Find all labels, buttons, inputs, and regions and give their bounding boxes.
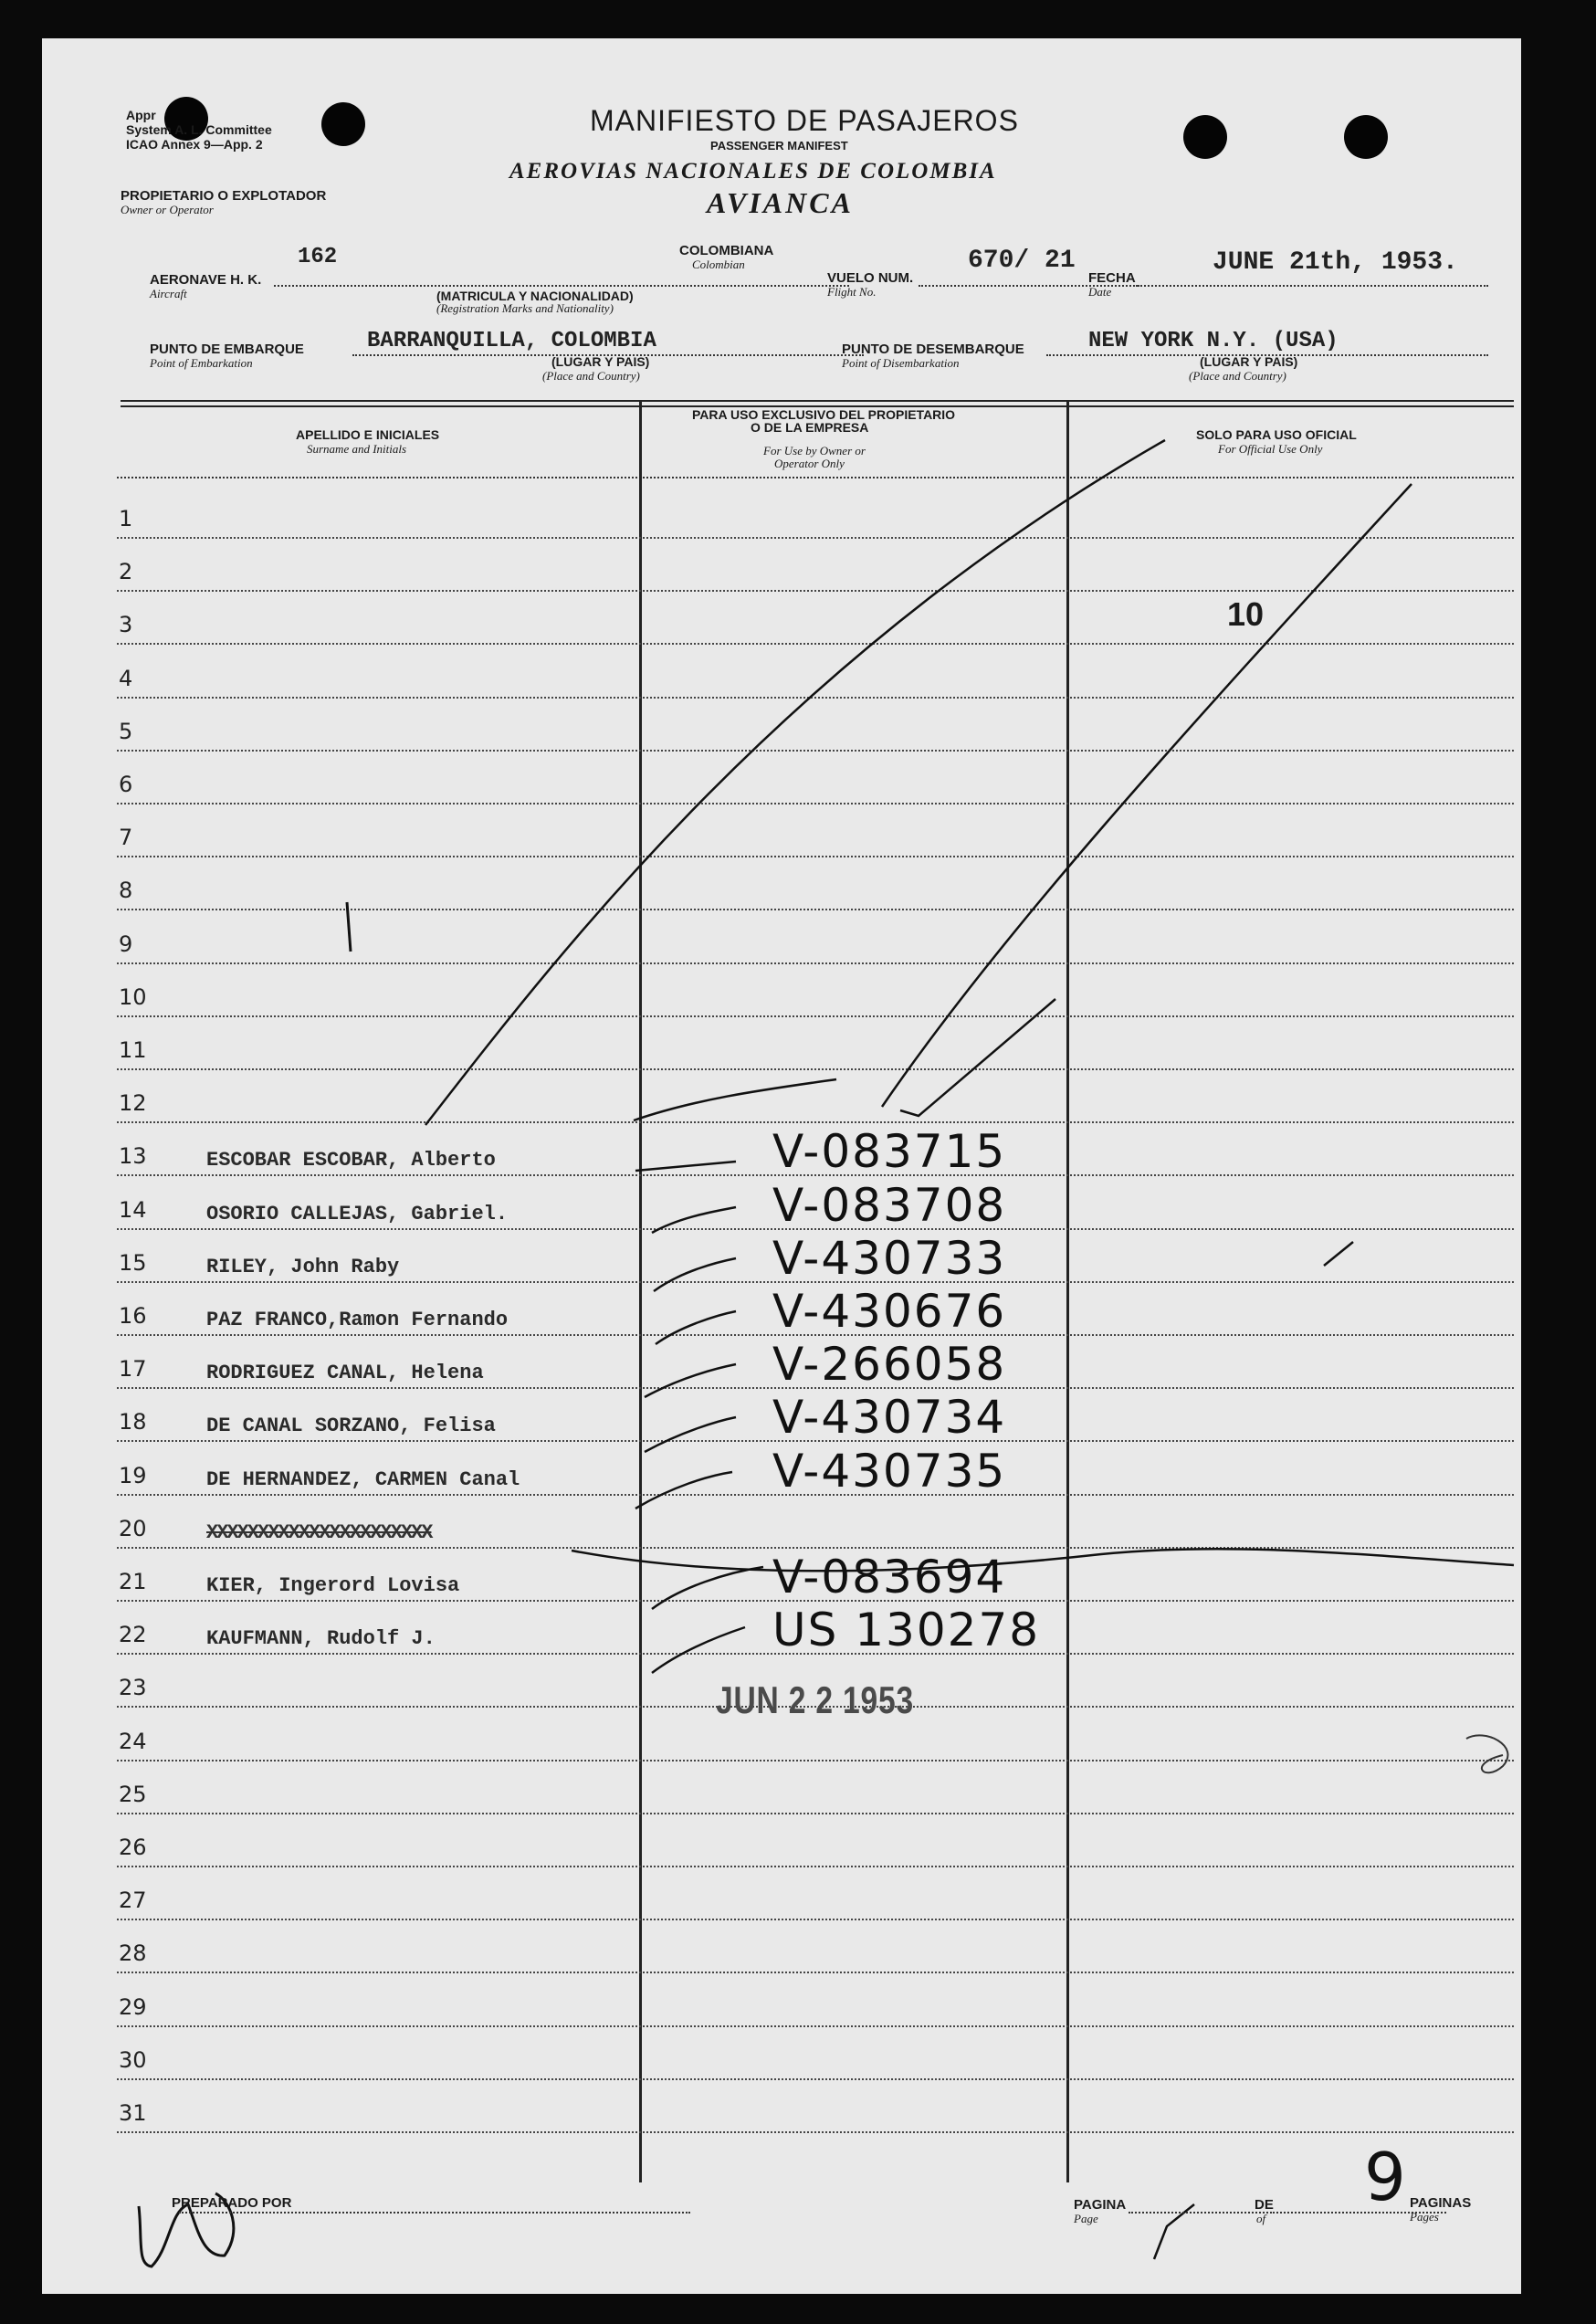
row-number: 12 [119, 1090, 147, 1117]
passport-number: V-430676 [772, 1285, 1007, 1338]
passport-number: US 130278 [772, 1604, 1041, 1657]
passport-number: V-430734 [772, 1391, 1007, 1445]
col-owner-header-2: O DE LA EMPRESA [751, 420, 869, 435]
nationality-value: COLOMBIANA [679, 243, 774, 258]
row-number: 16 [119, 1303, 147, 1329]
row-number: 4 [119, 665, 133, 691]
page-label: PAGINA [1074, 2197, 1127, 2213]
row-number: 25 [119, 1781, 147, 1807]
prepared-by-label: PREPARADO POR [172, 2195, 292, 2211]
page-underline [1129, 2212, 1275, 2214]
row-number: 10 [119, 983, 147, 1010]
aircraft-value: 162 [298, 245, 338, 269]
manifest-sheet [42, 38, 1521, 2294]
passenger-name: XXXXXXXXXXXXXXXXXXXXXX [206, 1520, 432, 1544]
row-number: 1 [119, 506, 133, 531]
owner-label-en: Owner or Operator [121, 203, 214, 216]
flight-label-en: Flight No. [827, 285, 877, 299]
row-number: 9 [119, 931, 133, 957]
passenger-name: OSORIO CALLEJAS, Gabriel. [206, 1202, 509, 1225]
row-number: 27 [119, 1888, 147, 1914]
row-number: 14 [119, 1196, 147, 1223]
approval-line-2: System A. L. Committee [126, 122, 272, 137]
date-label-en: Date [1088, 285, 1112, 299]
owner-label: PROPIETARIO O EXPLOTADOR [121, 188, 327, 204]
passport-number: V-266058 [772, 1338, 1007, 1392]
embark-place-label-en: (Place and Country) [542, 369, 640, 383]
passenger-name: ESCOBAR ESCOBAR, Alberto [206, 1149, 496, 1173]
registration-label: (MATRICULA Y NACIONALIDAD) [436, 289, 634, 303]
col-owner-header-1: PARA USO EXCLUSIVO DEL PROPIETARIO [692, 407, 956, 422]
passenger-name: KIER, Ingerord Lovisa [206, 1574, 460, 1597]
passenger-name: DE HERNANDEZ, CARMEN Canal [206, 1467, 520, 1491]
passenger-name: DE CANAL SORZANO, Felisa [206, 1414, 496, 1438]
col-official-header: SOLO PARA USO OFICIAL [1196, 427, 1357, 442]
row-number: 2 [119, 559, 133, 585]
handwritten-strokes [42, 38, 1521, 2294]
tick-row-17 [645, 1364, 736, 1397]
disembark-label: PUNTO DE DESEMBARQUE [842, 342, 1024, 357]
row-number: 28 [119, 1940, 147, 1967]
corner-scribble [1466, 1735, 1507, 1772]
airline-full-name: AEROVIAS NACIONALES DE COLOMBIA [509, 159, 997, 184]
row-number: 17 [119, 1356, 147, 1383]
of-label-en: of [1256, 2212, 1266, 2225]
pages-label: PAGINAS [1410, 2195, 1472, 2211]
date-label: FECHA [1088, 270, 1136, 286]
disembark-place-label: (LUGAR Y PAIS) [1200, 354, 1298, 369]
check-mark-row-12 [900, 999, 1055, 1116]
flight-label: VUELO NUM. [827, 270, 914, 286]
row-number: 31 [119, 2100, 147, 2126]
tick-row-13 [635, 1162, 736, 1171]
row-number: 22 [119, 1622, 147, 1648]
col-owner-header-en-1: For Use by Owner or [763, 444, 866, 457]
approval-line-1: Appr [126, 108, 156, 122]
date-received-stamp: JUN 2 2 1953 [716, 1678, 914, 1721]
tick-row-16 [656, 1311, 736, 1344]
row-20-squiggle [572, 1549, 1514, 1571]
passport-number: V-083694 [772, 1551, 1007, 1604]
aircraft-label: AERONAVE H. K. [150, 272, 262, 288]
official-count: 10 [1227, 595, 1265, 633]
col-surname-header: APELLIDO E INICIALES [296, 427, 440, 442]
passenger-name: RODRIGUEZ CANAL, Helena [206, 1362, 484, 1385]
tick-row-12 [634, 1079, 836, 1120]
airline-name: AVIANCA [707, 186, 854, 219]
date-value: JUNE 21th, 1953. [1213, 248, 1458, 277]
row-number: 29 [119, 1993, 147, 2020]
row-number: 8 [119, 878, 133, 904]
col-surname-header-en: Surname and Initials [307, 442, 407, 456]
tick-row-21 [652, 1567, 763, 1609]
flight-value: 670/ 21 [968, 247, 1076, 275]
passport-number: V-430733 [772, 1231, 1007, 1285]
prepared-by-underline [179, 2212, 690, 2214]
diagonal-cancel-line-owner [425, 440, 1165, 1125]
row-number: 21 [119, 1569, 147, 1594]
passenger-name: PAZ FRANCO,Ramon Fernando [206, 1309, 509, 1331]
disembark-label-en: Point of Disembarkation [842, 356, 960, 370]
tick-row-14 [652, 1207, 736, 1233]
mark-row-14-official [1324, 1242, 1353, 1266]
disembark-value: NEW YORK N.Y. (USA) [1088, 329, 1339, 353]
disembark-place-label-en: (Place and Country) [1189, 369, 1286, 383]
passport-number: V-083715 [772, 1125, 1007, 1179]
passport-number: V-083708 [772, 1178, 1007, 1232]
nationality-value-en: Colombian [692, 258, 745, 271]
mark-row-8 [347, 902, 351, 952]
tick-row-15 [654, 1258, 736, 1291]
row-number: 24 [119, 1728, 147, 1754]
pages-label-en: Pages [1410, 2210, 1439, 2224]
embark-label-en: Point of Embarkation [150, 356, 253, 370]
of-label: DE [1255, 2197, 1274, 2213]
col-official-header-en: For Official Use Only [1218, 442, 1323, 456]
total-pages: 9 [1364, 2139, 1406, 2215]
passenger-name: KAUFMANN, Rudolf J. [206, 1627, 436, 1651]
row-number: 23 [119, 1675, 147, 1701]
manifest-title-en: PASSENGER MANIFEST [710, 139, 848, 152]
row-number: 18 [119, 1409, 147, 1435]
row-number: 7 [119, 825, 133, 851]
embark-value: BARRANQUILLA, COLOMBIA [367, 329, 656, 353]
tick-row-18 [645, 1417, 736, 1452]
aircraft-label-en: Aircraft [150, 287, 187, 300]
tick-row-19 [635, 1472, 732, 1509]
col-owner-header-en-2: Operator Only [774, 457, 845, 470]
row-number: 20 [119, 1515, 147, 1541]
row-number: 19 [119, 1462, 147, 1488]
row-number: 3 [119, 612, 133, 638]
embark-place-label: (LUGAR Y PAIS) [551, 354, 650, 369]
manifest-title: MANIFIESTO DE PASAJEROS [590, 104, 1019, 137]
row-number: 13 [119, 1143, 147, 1170]
page-label-en: Page [1074, 2212, 1098, 2225]
embark-label: PUNTO DE EMBARQUE [150, 342, 304, 357]
approval-line-3: ICAO Annex 9—App. 2 [126, 137, 263, 152]
registration-label-en: (Registration Marks and Nationality) [436, 301, 614, 315]
row-number: 11 [119, 1037, 147, 1063]
row-number: 6 [119, 772, 133, 797]
row-number: 5 [119, 718, 133, 744]
diagonal-cancel-line-official [882, 484, 1412, 1107]
row-number: 30 [119, 2046, 147, 2073]
passport-number: V-430735 [772, 1444, 1007, 1498]
row-number: 15 [119, 1249, 147, 1276]
tick-row-22 [652, 1627, 745, 1673]
row-number: 26 [119, 1835, 147, 1860]
passenger-name: RILEY, John Raby [206, 1255, 400, 1278]
